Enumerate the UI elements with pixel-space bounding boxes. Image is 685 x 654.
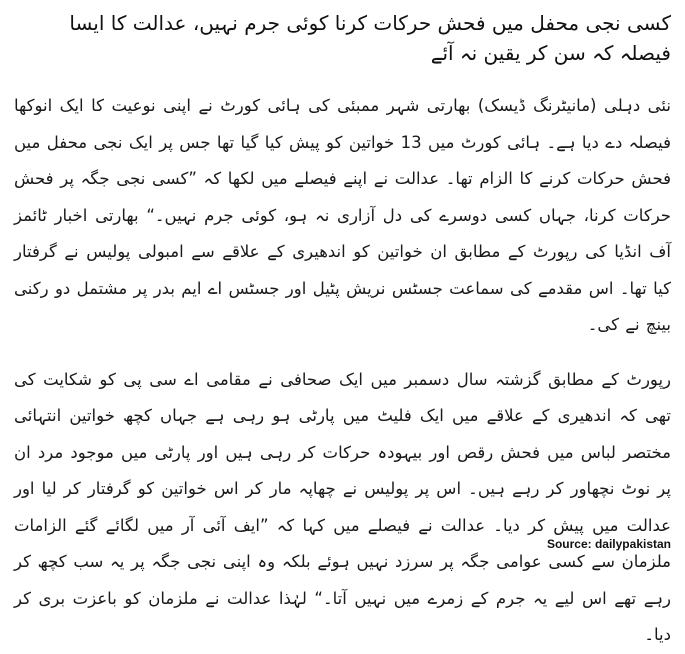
- article-paragraph-2: رپورٹ کے مطابق گزشتہ سال دسمبر میں ایک صحافی نے مقامی اے سی پی کو شکایت کی تھی کہ اندھیری کے علاقے میں ایک فلیٹ میں پارٹی ہو رہی ہے جہاں کچھ خواتین انتہائی مختصر لباس میں فحش رقص اور بیہودہ حرکات کر رہی ہیں اور پارٹی میں موجود مرد ان پر نوٹ نچھاور کر رہے ہیں۔ اس پر پولیس نے چھاپہ مار کر اس خواتین کو گرفتار کر لیا اور عدالت میں پیش کر دیا۔ عدالت نے فیصلے میں کہا کہ ”ایف آئی آر میں لگائے گئے الزامات ملزمان سے کسی عوامی جگہ پر سرزد نہیں ہوئے بلکہ وہ اپنی نجی جگہ پر یہ سب کچھ کر رہے تھے اس لیے یہ جرم کے زمرے میں نہیں آتا۔“ لہٰذا عدالت نے ملزمان کو باعزت بری کر دیا۔: [14, 369, 671, 644]
- article-paragraph-1: نئی دہلی (مانیٹرنگ ڈیسک) بھارتی شہر ممبئی کی ہائی کورٹ نے اپنی نوعیت کا ایک انوکھا فیصلہ دے دیا ہے۔ ہائی کورٹ میں 13 خواتین کو پیش کیا گیا تھا جس پر ایک نجی محفل میں فحش حرکات کرنے کا الزام تھا۔ عدالت نے اپنے فیصلے میں لکھا کہ ”کسی نجی جگہ پر فحش حرکات کرنا، جہاں کسی دوسرے کی دل آزاری نہ ہو، کوئی جرم نہیں۔“ بھارتی اخبار ٹائمز آف انڈیا کی رپورٹ کے مطابق ان خواتین کو اندھیری کے علاقے سے امبولی پولیس نے گرفتار کیا تھا۔ اس مقدمے کی سماعت جسٹس نریش پٹیل اور جسٹس اے ایم بدر پر مشتمل دو رکنی بینچ نے کی۔: [14, 96, 671, 334]
- article-headline: کسی نجی محفل میں فحش حرکات کرنا کوئی جرم نہیں، عدالت کا ایسا فیصلہ کہ سن کر یقین نہ آئے: [69, 11, 671, 65]
- source-credit: Source: dailypakistan: [546, 537, 671, 551]
